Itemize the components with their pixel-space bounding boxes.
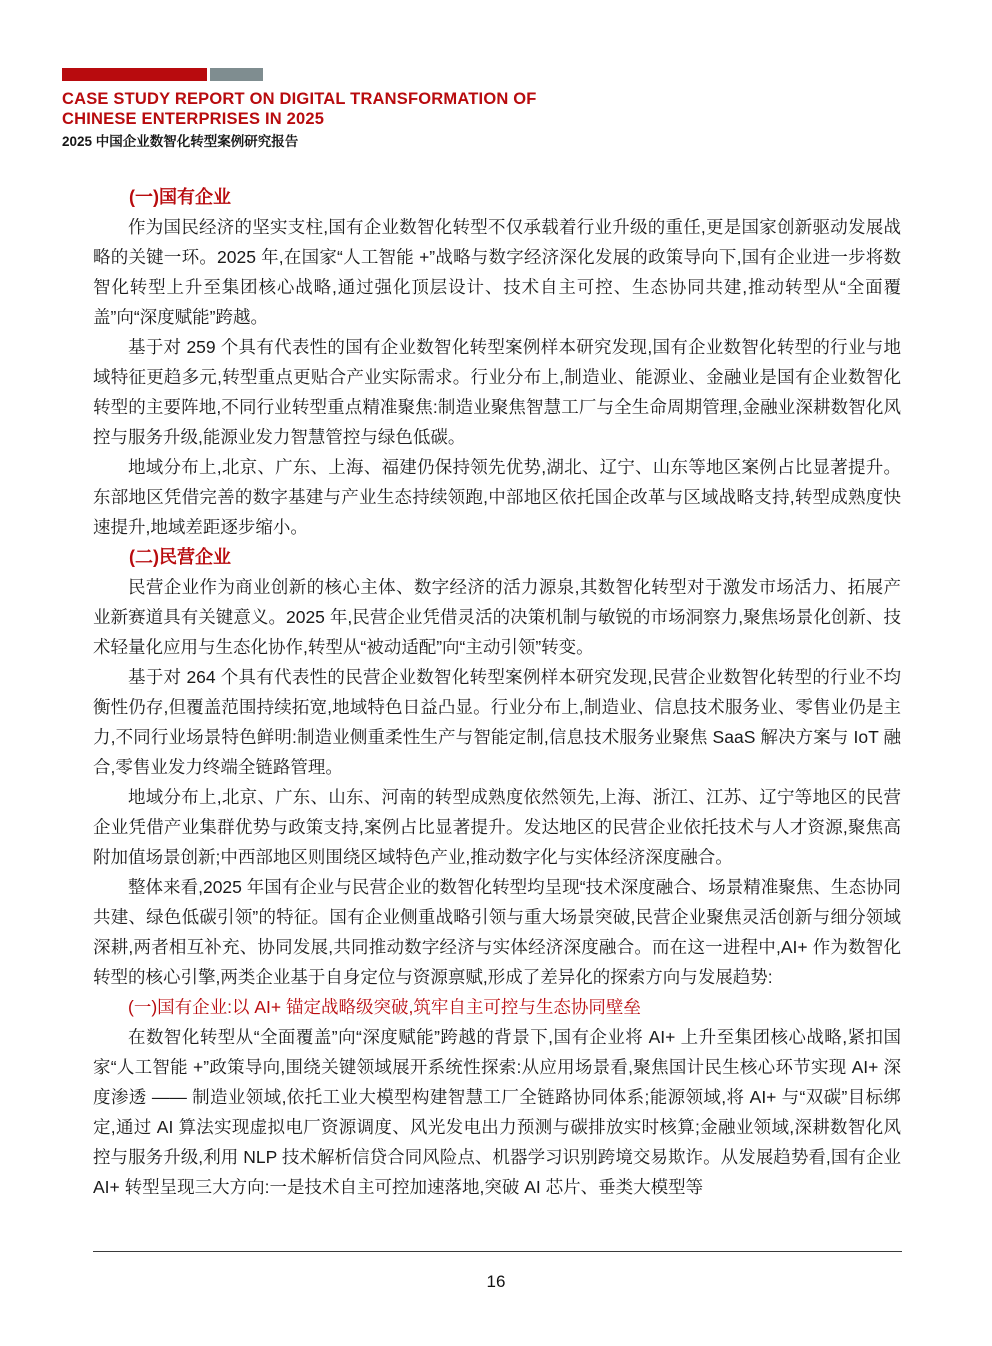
section-heading-private: (二)民营企业 [129,547,231,567]
document-body [93,182,901,1202]
section-heading-soe: (一)国有企业 [129,187,231,207]
report-title-en-line1: CASE STUDY REPORT ON DIGITAL TRANSFORMATION OF [62,90,537,108]
paragraph-soe-region: 地域分布上,北京、广东、上海、福建仍保持领先优势,湖北、辽宁、山东等地区案例占比显著提升。东部地区凭借完善的数字基建与产业生态持续领跑,中部地区依托国企改革与区域战略支持,转型成熟度快速提升,地域差距逐步缩小。 [93,457,901,537]
report-title-en-line2: CHINESE ENTERPRISES IN 2025 [62,110,325,128]
paragraph-soe-ai-detail: 在数智化转型从“全面覆盖”向“深度赋能”跨越的背景下,国有企业将 AI+ 上升至集团核心战略,紧扣国家“人工智能 +”政策导向,围绕关键领域展开系统性探索:从应用场景看,聚焦国计民生核心环节实现 AI+ 深度渗透 —— 制造业领域,依托工业大模型构建智慧工厂全链路协同体系;能源领域,将 AI+ 与“双碳”目标绑定,通过 AI 算法实现虚拟电厂资源调度、风光发电出力预测与碳排放实时核算;金融业领域,深耕数智化风控与服务升级,利用 NLP 技术解析信贷合同风险点、机器学习识别跨境交易欺诈。从发展趋势看,国有企业 AI+ 转型呈现三大方向:一是技术自主可控加速落地,突破 AI 芯片、垂类大模型等 [93,1027,901,1197]
footer-divider [93,1251,902,1252]
page-number: 16 [486,1272,506,1291]
paragraph-private-intro: 民营企业作为商业创新的核心主体、数字经济的活力源泉,其数智化转型对于激发市场活力、拓展产业新赛道具有关键意义。2025 年,民营企业凭借灵活的决策机制与敏锐的市场洞察力,聚焦场景化创新、技术轻量化应用与生态化协作,转型从“被动适配”向“主动引领”转变。 [93,577,901,657]
red-bar [62,68,207,81]
page-header [62,68,537,150]
paragraph-private-region: 地域分布上,北京、广东、山东、河南的转型成熟度依然领先,上海、浙江、江苏、辽宁等地区的民营企业凭借产业集群优势与政策支持,案例占比显著提升。发达地区的民营企业依托技术与人才资源,聚焦高附加值场景创新;中西部地区则围绕区域特色产业,推动数字化与实体经济深度融合。 [93,787,901,867]
subheading-soe-ai: (一)国有企业:以 AI+ 锚定战略级突破,筑牢自主可控与生态协同壁垒 [128,997,641,1017]
report-title-zh: 2025 中国企业数智化转型案例研究报告 [62,134,299,149]
paragraph-soe-intro: 作为国民经济的坚实支柱,国有企业数智化转型不仅承载着行业升级的重任,更是国家创新驱动发展战略的关键一环。2025 年,在国家“人工智能 +”战略与数字经济深化发展的政策导向下,国有企业进一步将数智化转型上升至集团核心战略,通过强化顶层设计、技术自主可控、生态协同共建,推动转型从“全面覆盖”向“深度赋能”跨越。 [93,217,901,327]
gray-bar [210,68,263,81]
paragraph-soe-industry: 基于对 259 个具有代表性的国有企业数智化转型案例样本研究发现,国有企业数智化转型的行业与地域特征更趋多元,转型重点更贴合产业实际需求。行业分布上,制造业、能源业、金融业是国有企业数智化转型的主要阵地,不同行业转型重点精准聚焦:制造业聚焦智慧工厂与全生命周期管理,金融业深耕数智化风控与服务升级,能源业发力智慧管控与绿色低碳。 [93,337,901,447]
paragraph-private-industry: 基于对 264 个具有代表性的民营企业数智化转型案例样本研究发现,民营企业数智化转型的行业不均衡性仍存,但覆盖范围持续拓宽,地域特色日益凸显。行业分布上,制造业、信息技术服务业、零售业仍是主力,不同行业场景特色鲜明:制造业侧重柔性生产与智能定制,信息技术服务业聚焦 SaaS 解决方案与 IoT 融合,零售业发力终端全链路管理。 [93,667,901,777]
paragraph-overall-summary: 整体来看,2025 年国有企业与民营企业的数智化转型均呈现“技术深度融合、场景精准聚焦、生态协同共建、绿色低碳引领”的特征。国有企业侧重战略引领与重大场景突破,民营企业聚焦灵活创新与细分领域深耕,两者相互补充、协同发展,共同推动数字经济与实体经济深度融合。而在这一进程中,AI+ 作为数智化转型的核心引擎,两类企业基于自身定位与资源禀赋,形成了差异化的探索方向与发展趋势: [93,877,901,987]
header-decoration [62,68,537,81]
